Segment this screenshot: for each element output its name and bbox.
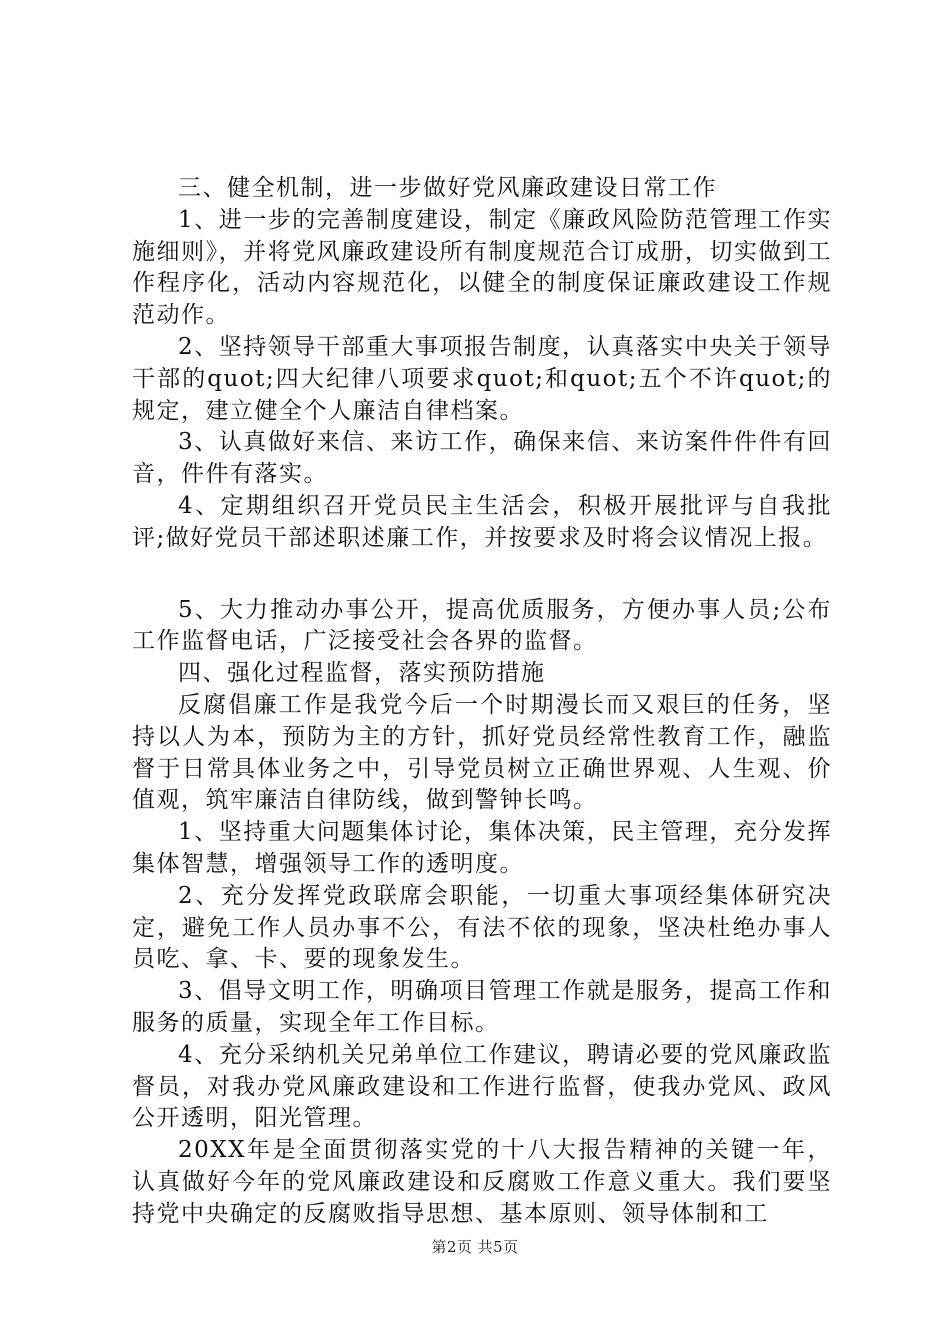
paragraph-conclusion: 20XX年是全面贯彻落实党的十八大报告精神的关键一年，认真做好今年的党风廉政建设和反腐败工作意义重大。我们要坚持党中央确定的反腐败指导思想、基本原则、领导体制和工 bbox=[132, 1137, 832, 1227]
paragraph-measure-3: 3、倡导文明工作，明确项目管理工作就是服务，提高工作和服务的质量，实现全年工作目标。 bbox=[132, 978, 832, 1036]
paragraph-item-4: 4、定期组织召开党员民主生活会，积极开展批评与自我批评;做好党员干部述职述廉工作，并按要求及时将会议情况上报。 bbox=[132, 492, 832, 551]
paragraph-item-3: 3、认真做好来信、来访工作，确保来信、来访案件件件有回音，件件有落实。 bbox=[132, 429, 832, 488]
paragraph-measure-1: 1、坚持重大问题集体讨论，集体决策，民主管理，充分发挥集体智慧，增强领导工作的透明度。 bbox=[132, 819, 832, 877]
paragraph-item-2: 2、坚持领导干部重大事项报告制度，认真落实中央关于领导干部的quot;四大纪律八项要求quot;和quot;五个不许quot;的规定，建立健全个人廉洁自律档案。 bbox=[132, 333, 832, 424]
section-heading-3: 三、健全机制，进一步做好党风廉政建设日常工作 bbox=[178, 175, 717, 201]
paragraph-item-5: 5、大力推动办事公开，提高优质服务，方便办事人员;公布工作监督电话，广泛接受社会各界的监督。 bbox=[132, 596, 832, 655]
section-heading-4: 四、强化过程监督，落实预防措施 bbox=[178, 660, 546, 687]
page-footer: 第2页 共5页 bbox=[431, 1238, 519, 1256]
document-body bbox=[132, 173, 832, 1231]
paragraph-intro: 反腐倡廉工作是我党今后一个时期漫长而又艰巨的任务，坚持以人为本，预防为主的方针，抓好党员经常性教育工作，融监督于日常具体业务之中，引导党员树立正确世界观、人生观、价值观，筑牢廉洁自律防线，做到警钟长鸣。 bbox=[132, 691, 832, 814]
blank-line bbox=[132, 555, 832, 595]
paragraph-measure-2: 2、充分发挥党政联席会职能，一切重大事项经集体研究决定，避免工作人员办事不公，有法不依的现象，坚决杜绝办事人员吃、拿、卡、要的现象发生。 bbox=[132, 882, 832, 973]
paragraph-item-1: 1、进一步的完善制度建设，制定《廉政风险防范管理工作实施细则》，并将党风廉政建设所有制度规范合订成册，切实做到工作程序化，活动内容规范化，以健全的制度保证廉政建设工作规范动作。 bbox=[132, 206, 832, 329]
paragraph-measure-4: 4、充分采纳机关兄弟单位工作建议，聘请必要的党风廉政监督员，对我办党风廉政建设和工作进行监督，使我办党风、政风公开透明，阳光管理。 bbox=[132, 1041, 832, 1132]
